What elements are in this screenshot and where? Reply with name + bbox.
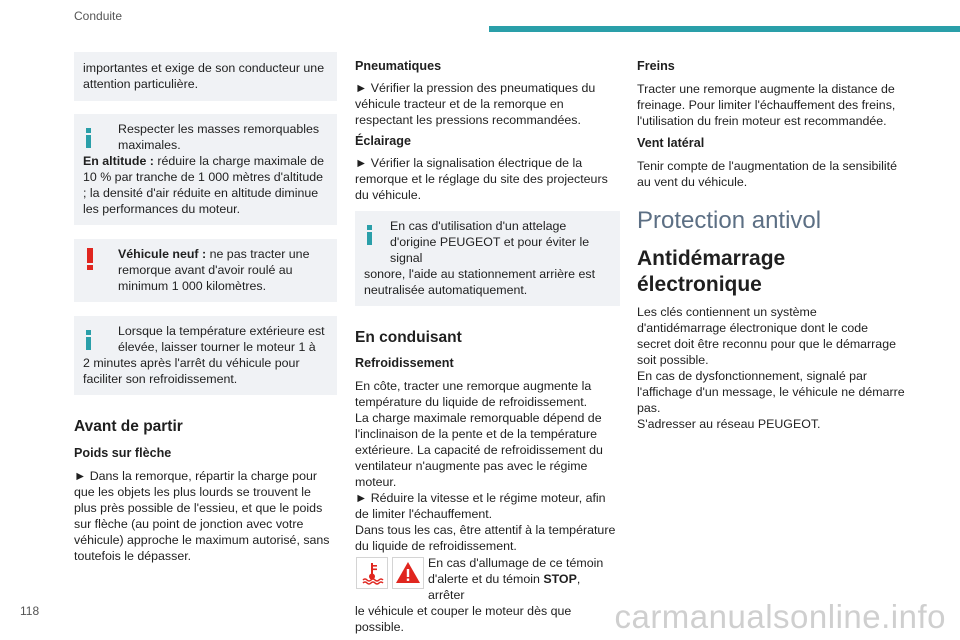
alert-text-pre: En cas d'allumage de ce témoin d'alerte et du témoin <box>428 556 604 586</box>
info-icon <box>86 128 91 147</box>
warning-box-new-vehicle <box>74 239 337 302</box>
alert-paragraph <box>355 555 620 635</box>
heading-protection-antivol: Protection antivol <box>637 207 822 234</box>
refroid-text: En côte, tracter une remorque augmente la température du liquide de refroidissement. <box>355 379 592 409</box>
heading-antidemarrage: Antidémarrage électronique <box>637 247 786 296</box>
section-title: Conduite <box>74 9 123 23</box>
parking-text-rest: sonore, l'aide au stationnement arrière est neutralisée automatiquement. <box>364 267 596 297</box>
altitude-label: En altitude : <box>83 154 154 168</box>
watermark: carmanualsonline.info <box>614 598 946 635</box>
column-1 <box>74 52 337 564</box>
column-3 <box>637 58 905 432</box>
new-vehicle-label: Véhicule neuf : <box>118 247 207 261</box>
temperature-text-rest: 2 minutes après l'arrêt du véhicule pour faciliter son refroidissement. <box>83 356 300 386</box>
temperature-text-first: Lorsque la température extérieure est élevée, laisser tourner le moteur 1 à <box>118 324 325 354</box>
heading-eclairage: Éclairage <box>355 134 412 148</box>
heading-poids-sur-fleche: Poids sur flèche <box>74 446 172 460</box>
poids-text: ► Dans la remorque, répartir la charge pour que les objets les plus lourds se trouvent le plus près possible de l'essieu, et que le poids sur flèche (au point de jonction avec votre véhicule) approche le maximum autorisé, sans toutefois le dépasser. <box>74 469 330 563</box>
altitude-text: réduire la charge maximale de 10 % par tranche de 1 000 mètres d'altitude ; la densité d'air réduite en altitude diminue les performances du moteur. <box>83 154 325 216</box>
warning-icon <box>87 248 93 270</box>
eclairage-text: ► Vérifier la signalisation électrique de la remorque et le réglage du site des projecteurs du véhicule. <box>355 156 608 202</box>
heading-freins: Freins <box>637 59 675 73</box>
info-text-first: Respecter les masses remorquables maximales. <box>118 122 320 152</box>
note-box-continued <box>74 52 337 101</box>
info-icon <box>86 330 91 349</box>
alert-text-last: le véhicule et couper le moteur dès que possible. <box>355 604 572 634</box>
column-2 <box>355 58 620 635</box>
heading-refroidissement: Refroidissement <box>355 356 454 370</box>
charge-text: La charge maximale remorquable dépend de l'inclinaison de la pente et de la température extérieure. La capacité de refroidissement du ventilateur n'augmente pas avec le régime moteur. <box>355 411 603 489</box>
info-box-parking <box>355 211 620 306</box>
new-vehicle-text: ne pas tracter une remorque avant d'avoir roulé au minimum 1 000 kilomètres. <box>118 247 310 293</box>
warning-triangle-icon <box>392 557 424 589</box>
antidem-text-1: Les clés contiennent un système d'antidémarrage électronique dont le code secret doit être reconnu pour que le démarrage soit possible. <box>637 305 896 367</box>
coolant-temperature-icon <box>356 557 388 589</box>
header-accent-bar <box>489 26 960 32</box>
antidem-text-3: S'adresser au réseau PEUGEOT. <box>637 417 821 431</box>
info-box-temperature <box>74 316 337 395</box>
info-box-altitude <box>74 114 337 225</box>
vent-text: Tenir compte de l'augmentation de la sensibilité au vent du véhicule. <box>637 159 897 189</box>
page-number: 118 <box>20 604 40 618</box>
heading-avant-de-partir: Avant de partir <box>74 418 183 435</box>
dans-text: Dans tous les cas, être attentif à la température du liquide de refroidissement. <box>355 523 616 553</box>
heading-en-conduisant: En conduisant <box>355 329 462 346</box>
antidem-text-2: En cas de dysfonctionnement, signalé par l'affichage d'un message, le véhicule ne démarre pas. <box>637 369 905 415</box>
reduire-text: ► Réduire la vitesse et le régime moteur, afin de limiter l'échauffement. <box>355 491 606 521</box>
freins-text: Tracter une remorque augmente la distance de freinage. Pour limiter l'échauffement des freins, l'utilisation du frein moteur est recommandée. <box>637 82 896 128</box>
note-text: importantes et exige de son conducteur une attention particulière. <box>83 61 325 91</box>
alert-text-post: , arrêter <box>428 572 581 602</box>
parking-text-first: En cas d'utilisation d'un attelage d'origine PEUGEOT et pour éviter le signal <box>390 219 590 265</box>
alert-stop: STOP <box>543 572 577 586</box>
pneu-text: ► Vérifier la pression des pneumatiques du véhicule tracteur et de la remorque en respectant les pressions recommandées. <box>355 81 596 127</box>
heading-vent-lateral: Vent latéral <box>637 136 705 150</box>
info-icon <box>367 225 372 244</box>
heading-pneumatiques: Pneumatiques <box>355 59 442 73</box>
